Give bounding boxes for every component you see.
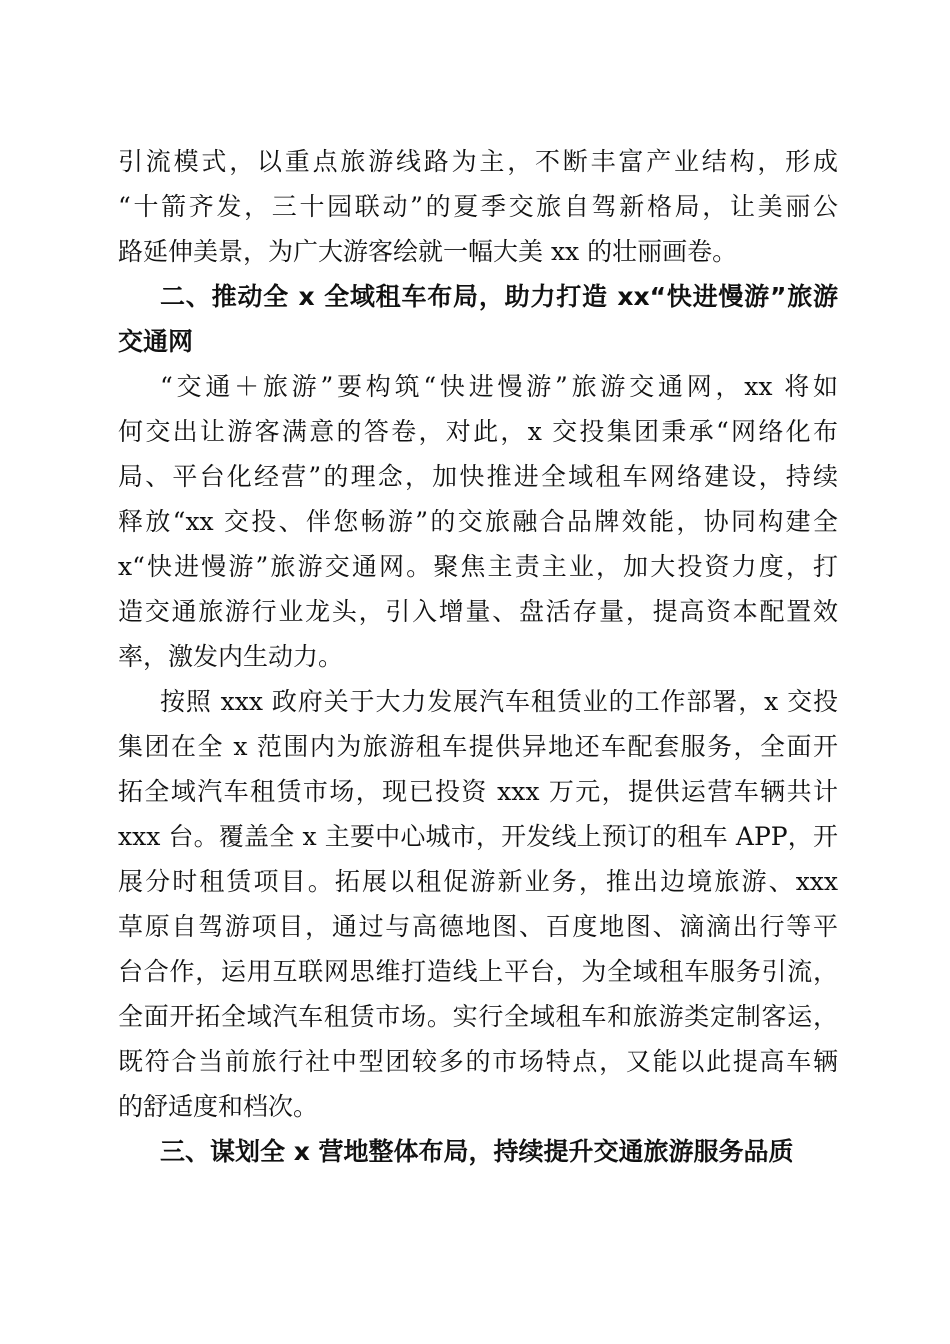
text-line: 既符合当前旅行社中型团较多的市场特点，又能以此提高车辆 [118,1047,838,1076]
heading-line: 交通网 [118,327,194,356]
text-line: 台合作，运用互联网思维打造线上平台，为全域租车服务引流， [118,957,838,986]
text-line: 拓全域汽车租赁市场，现已投资 xxx 万元，提供运营车辆共计 [118,777,838,806]
text-line: “十箭齐发，三十园联动”的夏季交旅自驾新格局，让美丽公 [118,192,838,221]
text-line: 释放“xx 交投、伴您畅游”的交旅融合品牌效能，协同构建全 [118,507,838,536]
text-line: 按照 xxx 政府关于大力发展汽车租赁业的工作部署，x 交投 [160,687,838,716]
text-line: 的舒适度和档次。 [118,1092,319,1121]
section-heading-3: 三、谋划全 x 营地整体布局，持续提升交通旅游服务品质 [160,1137,794,1166]
text-line: xxx 台。覆盖全 x 主要中心城市，开发线上预订的租车 APP，开 [118,822,838,851]
text-line: 展分时租赁项目。拓展以租促游新业务，推出边境旅游、xxx [118,867,838,896]
text-line: 草原自驾游项目，通过与高德地图、百度地图、滴滴出行等平 [118,912,838,941]
text-line: 局、平台化经营”的理念，加快推进全域租车网络建设，持续 [118,462,838,491]
heading-line: 二、推动全 x 全域租车布局，助力打造 xx“快进慢游”旅游 [160,282,838,311]
text-line: 率，激发内生动力。 [118,642,344,671]
text-line: 路延伸美景，为广大游客绘就一幅大美 xx 的壮丽画卷。 [118,237,738,266]
text-line: 集团在全 x 范围内为旅游租车提供异地还车配套服务，全面开 [118,732,838,761]
text-line: x“快进慢游”旅游交通网。聚焦主责主业，加大投资力度，打 [118,552,838,581]
text-line: 造交通旅游行业龙头，引入增量、盘活存量，提高资本配置效 [118,597,838,626]
text-line: 全面开拓全域汽车租赁市场。实行全域租车和旅游类定制客运， [118,1002,838,1031]
text-line: “交通＋旅游”要构筑“快进慢游”旅游交通网，xx 将如 [160,372,838,401]
text-line: 何交出让游客满意的答卷，对此，x 交投集团秉承“网络化布 [118,417,838,446]
text-line: 引流模式，以重点旅游线路为主，不断丰富产业结构，形成 [118,147,838,176]
